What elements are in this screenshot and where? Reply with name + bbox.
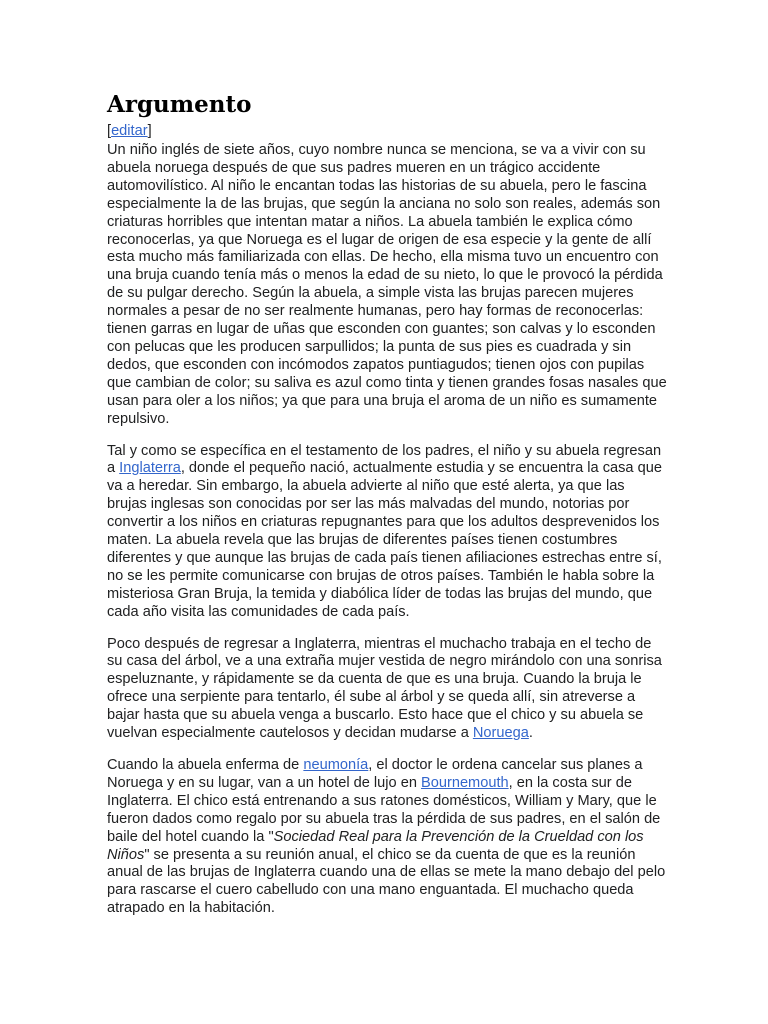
paragraph-3-text-a: Poco después de regresar a Inglaterra, mientras el muchacho trabaja en el techo de su casa del árbol, ve a una extraña mujer vestida de negro mirándolo con una sonrisa espeluznante, y rápidamente se da cuenta de que es una bruja. Cuando la bruja le ofrece una serpiente para tentarlo, él sube al árbol y se queda allí, sin atreverse a bajar hasta que su abuela venga a buscarlo. Esto hace que el chico y su abuela se vuelvan especialmente cautelosos y decidan mudarse a (107, 635, 662, 742)
paragraph-2-text-a: Tal y como se específica en el testamento de los padres, el niño y su abuela regresan a (107, 442, 662, 477)
article-section (107, 88, 667, 932)
edit-bracket-close: ] (147, 123, 152, 139)
section-heading: Argumento (107, 91, 252, 118)
paragraph-4-text-c: , en la costa sur de Inglaterra. El chico está entrenando a sus ratones domésticos, William y Mary, que le fueron dados como regalo por su abuela tras la pérdida de sus padres, en el salón de baile del hotel cuando la " (107, 774, 661, 845)
paragraph-4-text-b: , el doctor le ordena cancelar sus planes a Noruega y en su lugar, van a un hotel de lujo en (107, 757, 643, 791)
edit-bracket-open: [ (107, 123, 112, 139)
edit-link-wrapper (107, 122, 667, 140)
link-inglaterra[interactable]: Inglaterra (119, 460, 181, 477)
link-bournemouth[interactable]: Bournemouth (421, 774, 509, 791)
link-neumonia[interactable]: neumonía (303, 757, 369, 773)
paragraph-4-text-d: " se presenta a su reunión anual, el chico se da cuenta de que es la reunión anual de las brujas de Inglaterra cuando una de ellas se mete la mano debajo del pelo para rascarse el cuero cabelludo con una mano enguantada. El muchacho queda atrapado en la habitación. (107, 846, 666, 917)
paragraph-3 (107, 636, 667, 743)
paragraph-2-text-b: , donde el pequeño nació, actualmente estudia y se encuentra la casa que va a heredar. Sin embargo, la abuela advierte al niño que esté alerta, ya que las brujas inglesas son conocidas por ser las más malvadas del mundo, notorias por convertir a los niños en criaturas repugnantes para que los adultos desprevenidos los maten. La abuela revela que las brujas de diferentes países tienen costumbres diferentes y que aunque las brujas de cada país tienen afiliaciones estrechas entre sí, no se les permite comunicarse con brujas de otros países. También le habla sobre la misteriosa Gran Bruja, la temida y diabólica líder de todas las brujas del mundo, que cada año visita las comunidades de cada país. (107, 460, 662, 620)
paragraph-2 (107, 443, 667, 622)
paragraph-4-text-a: Cuando la abuela enferma de (107, 757, 304, 773)
link-noruega[interactable]: Noruega (472, 725, 529, 742)
paragraph-4 (107, 757, 667, 918)
paragraph-3-text-b: . (528, 725, 533, 742)
paragraph-4-italic: Sociedad Real para la Prevención de la Crueldad con los Niños (107, 828, 644, 863)
paragraph-1: Un niño inglés de siete años, cuyo nombre nunca se menciona, se va a vivir con su abuela noruega después de que sus padres mueren en un trágico accidente automovilístico. Al niño le encantan todas las historias de su abuela, pero le fascina especialmente la de las brujas, que según la anciana no solo son reales, además son criaturas horribles que intentan matar a niños. La abuela también le explica cómo reconocerlas, ya que Noruega es el lugar de origen de esa especie y la gente de allí esta mucho más familiarizada con ellas. De hecho, ella misma tuvo un encuentro con una bruja cuando tenía más o menos la edad de su nieto, lo que le provocó la pérdida de su pulgar derecho. Según la abuela, a simple vista las brujas parecen mujeres normales a pesar de no ser realmente humanas, pero hay formas de reconocerlas: tienen garras en lugar de uñas que esconden con guantes; son calvas y lo esconden con pelucas que les producen sarpullidos; la punta de sus pies es cuadrada y sin dedos, que esconden con incómodos zapatos puntiagudos; tienen ojos con pupilas que cambian de color; su saliva es azul como tinta y tienen grandes fosas nasales que usan para oler a los niños; ya que para una bruja el aroma de un niño es sumamente repulsivo. (107, 142, 667, 427)
edit-link[interactable]: editar (111, 123, 148, 139)
